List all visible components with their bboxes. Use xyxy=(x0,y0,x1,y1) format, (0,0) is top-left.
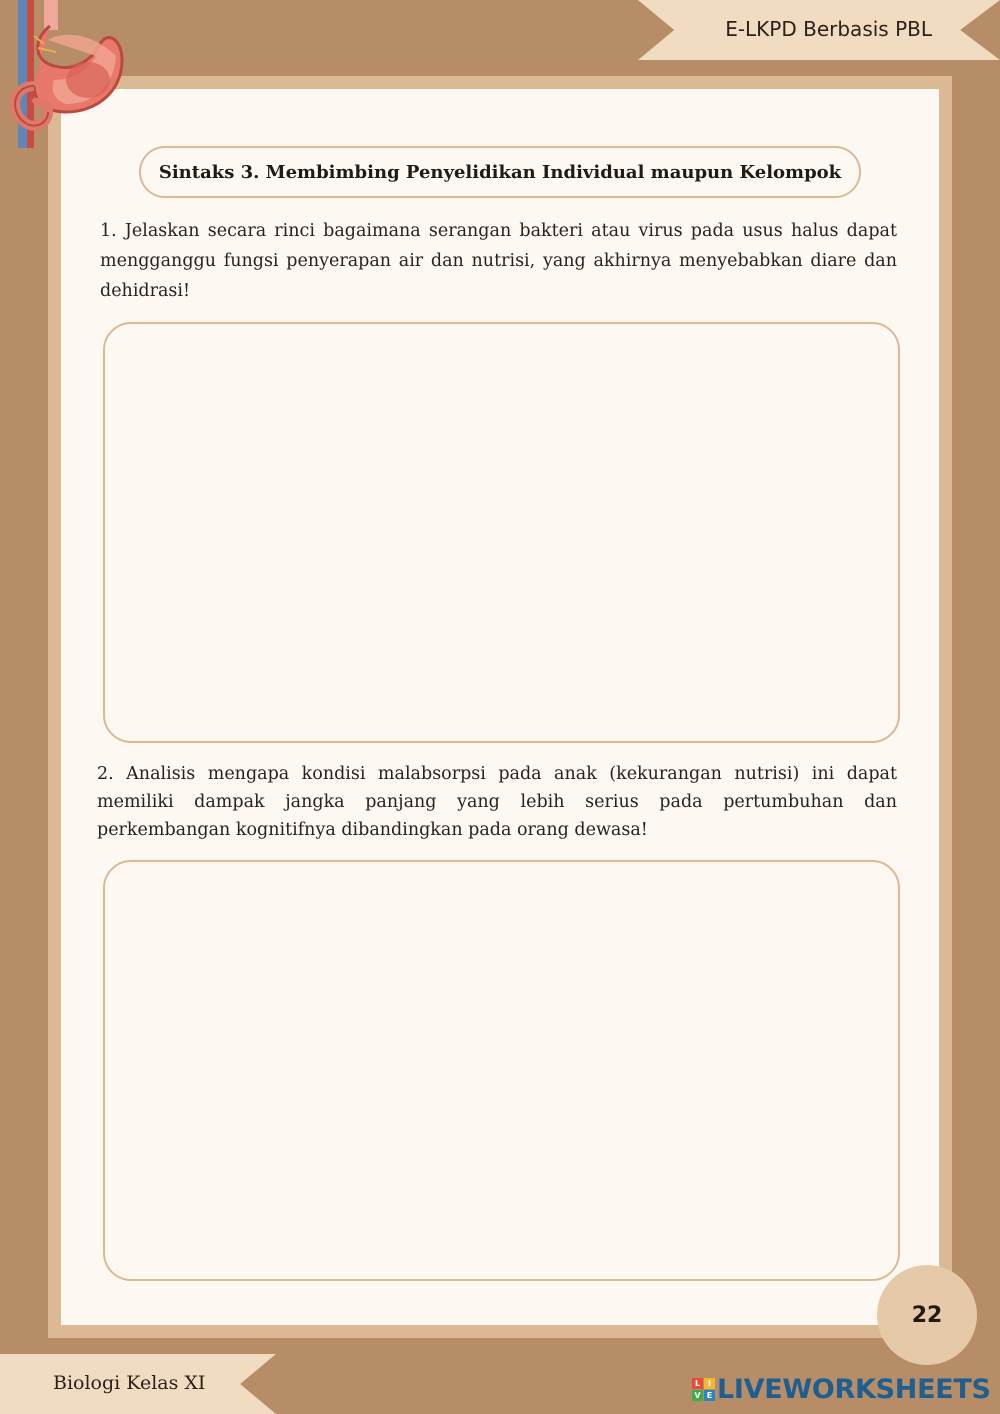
question-1: 1. Jelaskan secara rinci bagaimana serangan bakteri atau virus pada usus halus dapat mengganggu fungsi penyerapan air dan nutrisi, yang akhirnya menyebabkan diare dan dehidrasi! xyxy=(100,221,897,301)
answer-box-1[interactable] xyxy=(103,322,900,743)
logo-letter: V xyxy=(692,1390,703,1401)
liveworksheets-logo xyxy=(692,1374,991,1405)
footer-title: Biologi Kelas XI xyxy=(53,1372,206,1394)
header-title: E-LKPD Berbasis PBL xyxy=(725,17,932,41)
section-title: Sintaks 3. Membimbing Penyelidikan Individual maupun Kelompok xyxy=(158,161,842,183)
liveworksheets-logo-icon xyxy=(692,1378,715,1401)
liveworksheets-wordmark: LIVEWORKSHEETS xyxy=(717,1374,991,1405)
logo-letter: E xyxy=(704,1390,715,1401)
logo-letter: L xyxy=(692,1378,703,1389)
logo-letter: I xyxy=(704,1378,715,1389)
page-number-badge xyxy=(877,1265,977,1365)
question-2: 2. Analisis mengapa kondisi malabsorpsi pada anak (kekurangan nutrisi) ini dapat memiliki dampak jangka panjang yang lebih serius pada pertumbuhan dan perkembangan kognitifnya dibandingkan pada orang dewasa! xyxy=(97,764,897,840)
answer-box-2[interactable] xyxy=(103,860,900,1281)
page-number: 22 xyxy=(911,1302,943,1328)
section-title-pill xyxy=(139,146,861,198)
stomach-illustration-icon xyxy=(4,0,128,148)
